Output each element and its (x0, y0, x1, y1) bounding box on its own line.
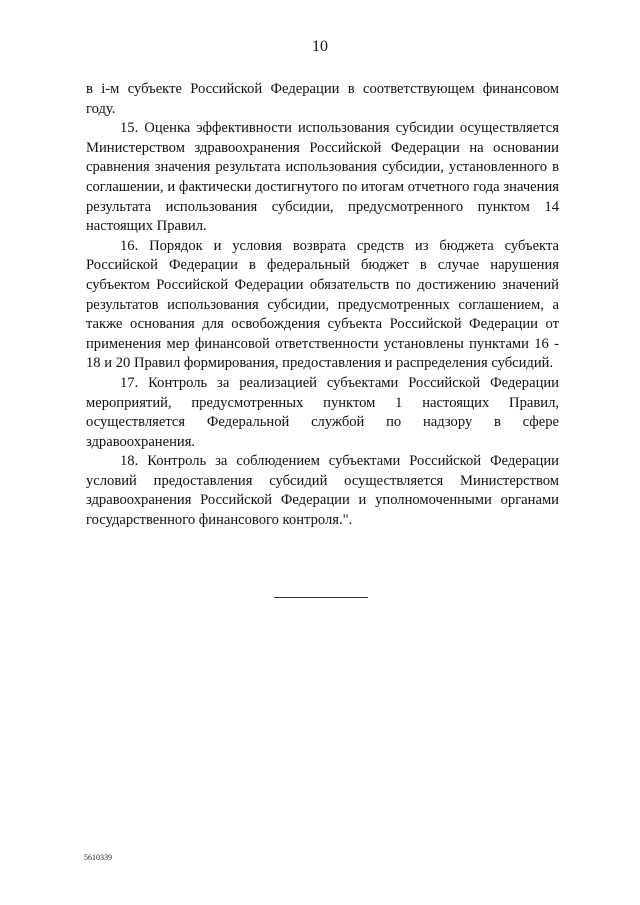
paragraph-15: 15. Оценка эффективности использования субсидии осуществляется Министерством здравоохранения Российской Федерации на основании сравнения значения результата использования субсидии, установленного в соглашении, и фактически достигнутого по итогам отчетного года значения результата использования субсидии, предусмотренного пунктом 14 настоящих Правил. (86, 120, 559, 235)
document-body (86, 80, 559, 531)
end-divider (274, 597, 368, 598)
paragraph-continuation: в i-м субъекте Российской Федерации в соответствующем финансовом году. (86, 81, 559, 117)
paragraph-18: 18. Контроль за соблюдением субъектами Российской Федерации условий предоставления субсидий осуществляется Министерством здравоохранения Российской Федерации и уполномоченными органами государственного финансового контроля.". (86, 453, 559, 529)
document-code: 5610339 (84, 853, 112, 862)
page-number: 10 (312, 38, 328, 55)
paragraph-16: 16. Порядок и условия возврата средств из бюджета субъекта Российской Федерации в федеральный бюджет в случае нарушения субъектом Российской Федерации обязательств по достижению значений результатов использования субсидии, предусмотренных соглашением, а также основания для освобождения субъекта Российской Федерации от применения мер финансовой ответственности установлены пунктами 16 - 18 и 20 Правил формирования, предоставления и распределения субсидий. (86, 237, 559, 372)
paragraph-17: 17. Контроль за реализацией субъектами Российской Федерации мероприятий, предусмотренных пунктом 1 настоящих Правил, осуществляется Федеральной службой по надзору в сфере здравоохранения. (86, 374, 559, 450)
